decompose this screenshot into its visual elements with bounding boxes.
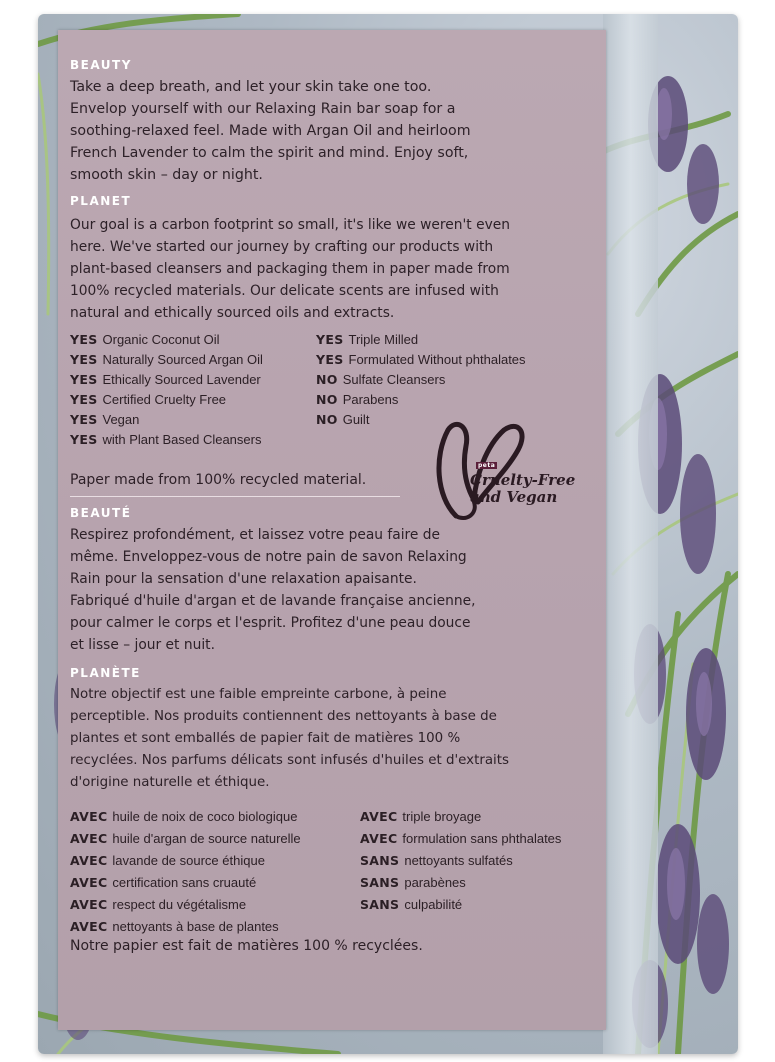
beauty-line: Take a deep breath, and let your skin take one too. — [70, 79, 432, 95]
beaute-line: pour calmer le corps et l'esprit. Profitez d'une peau douce — [70, 615, 471, 631]
feature-item: YES with Plant Based Cleansers — [70, 432, 262, 447]
beauty-heading: BEAUTY — [70, 58, 132, 72]
planet-line: Our goal is a carbon footprint so small, it's like we weren't even — [70, 217, 510, 233]
beaute-line: même. Enveloppez-vous de notre pain de savon Relaxing — [70, 549, 467, 565]
planet-line: natural and ethically sourced oils and extracts. — [70, 305, 395, 321]
planete-line: d'origine naturelle et éthique. — [70, 775, 270, 790]
package-side-flap — [603, 14, 658, 1054]
planet-heading: PLANET — [70, 194, 132, 208]
feature-item: AVEC respect du végétalisme — [70, 897, 247, 912]
peta-logo-text: peta — [478, 462, 496, 469]
cruelty-free-badge — [426, 416, 596, 526]
feature-item: NO Guilt — [316, 412, 370, 427]
beaute-line: Fabriqué d'huile d'argan et de lavande française ancienne, — [70, 593, 476, 609]
planete-line: plantes et sont emballés de papier fait de matières 100 % — [70, 731, 461, 746]
badge-caption — [470, 472, 575, 506]
feature-item: AVEC certification sans cruauté — [70, 875, 257, 890]
feature-item: SANS parabènes — [360, 875, 466, 890]
beaute-line: et lisse – jour et nuit. — [70, 637, 215, 653]
feature-item: AVEC triple broyage — [360, 809, 482, 824]
feature-item: SANS nettoyants sulfatés — [360, 853, 513, 868]
feature-item: NO Parabens — [316, 392, 399, 407]
paper-note-french: Notre papier est fait de matières 100 % recyclées. — [70, 938, 423, 954]
ingredient-label — [58, 30, 606, 1030]
feature-item: AVEC huile de noix de coco biologique — [70, 809, 298, 824]
feature-item: YES Formulated Without phthalates — [316, 352, 526, 367]
feature-item: AVEC huile d'argan de source naturelle — [70, 831, 301, 846]
feature-item: YES Certified Cruelty Free — [70, 392, 227, 407]
beaute-heading: BEAUTÉ — [70, 506, 132, 520]
feature-item: YES Organic Coconut Oil — [70, 332, 220, 347]
feature-item: NO Sulfate Cleansers — [316, 372, 446, 387]
planete-paragraph — [70, 684, 590, 794]
feature-item: YES Triple Milled — [316, 332, 419, 347]
feature-item: YES Ethically Sourced Lavender — [70, 372, 261, 387]
planet-line: here. We've started our journey by crafting our products with — [70, 239, 494, 255]
beauty-line: soothing-relaxed feel. Made with Argan Oil and heirloom — [70, 123, 471, 139]
feature-item: YES Vegan — [70, 412, 140, 427]
planet-line: 100% recycled materials. Our delicate scents are infused with — [70, 283, 499, 299]
feature-item: AVEC formulation sans phthalates — [360, 831, 562, 846]
planete-line: perceptible. Nos produits contiennent des nettoyants à base de — [70, 709, 497, 724]
beauty-paragraph — [70, 76, 590, 186]
planet-line: plant-based cleansers and packaging them in paper made from — [70, 261, 510, 277]
beauty-line: Envelop yourself with our Relaxing Rain bar soap for a — [70, 101, 456, 117]
planete-line: recyclées. Nos parfums délicats sont infusés d'huiles et d'extraits — [70, 753, 509, 768]
planete-line: Notre objectif est une faible empreinte carbone, à peine — [70, 687, 447, 702]
badge-line: Cruelty-Free — [470, 471, 576, 489]
beauty-line: French Lavender to calm the spirit and mind. Enjoy soft, — [70, 145, 469, 161]
paper-note-english: Paper made from 100% recycled material. — [70, 472, 367, 488]
feature-item: SANS culpabilité — [360, 897, 463, 912]
beaute-line: Respirez profondément, et laissez votre peau faire de — [70, 527, 441, 543]
planete-heading: PLANÈTE — [70, 666, 141, 680]
feature-list-left-fr — [70, 806, 301, 938]
feature-item: AVEC lavande de source éthique — [70, 853, 265, 868]
feature-item: AVEC nettoyants à base de plantes — [70, 919, 279, 934]
badge-line: and Vegan — [470, 488, 558, 506]
section-divider — [70, 496, 400, 497]
beauty-line: smooth skin – day or night. — [70, 167, 263, 183]
planet-paragraph — [70, 214, 590, 324]
feature-list-left — [70, 330, 263, 450]
feature-list-right — [316, 330, 526, 430]
beaute-line: Rain pour la sensation d'une relaxation apaisante. — [70, 571, 417, 587]
feature-list-right-fr — [360, 806, 561, 916]
beaute-paragraph — [70, 524, 590, 656]
feature-item: YES Naturally Sourced Argan Oil — [70, 352, 263, 367]
